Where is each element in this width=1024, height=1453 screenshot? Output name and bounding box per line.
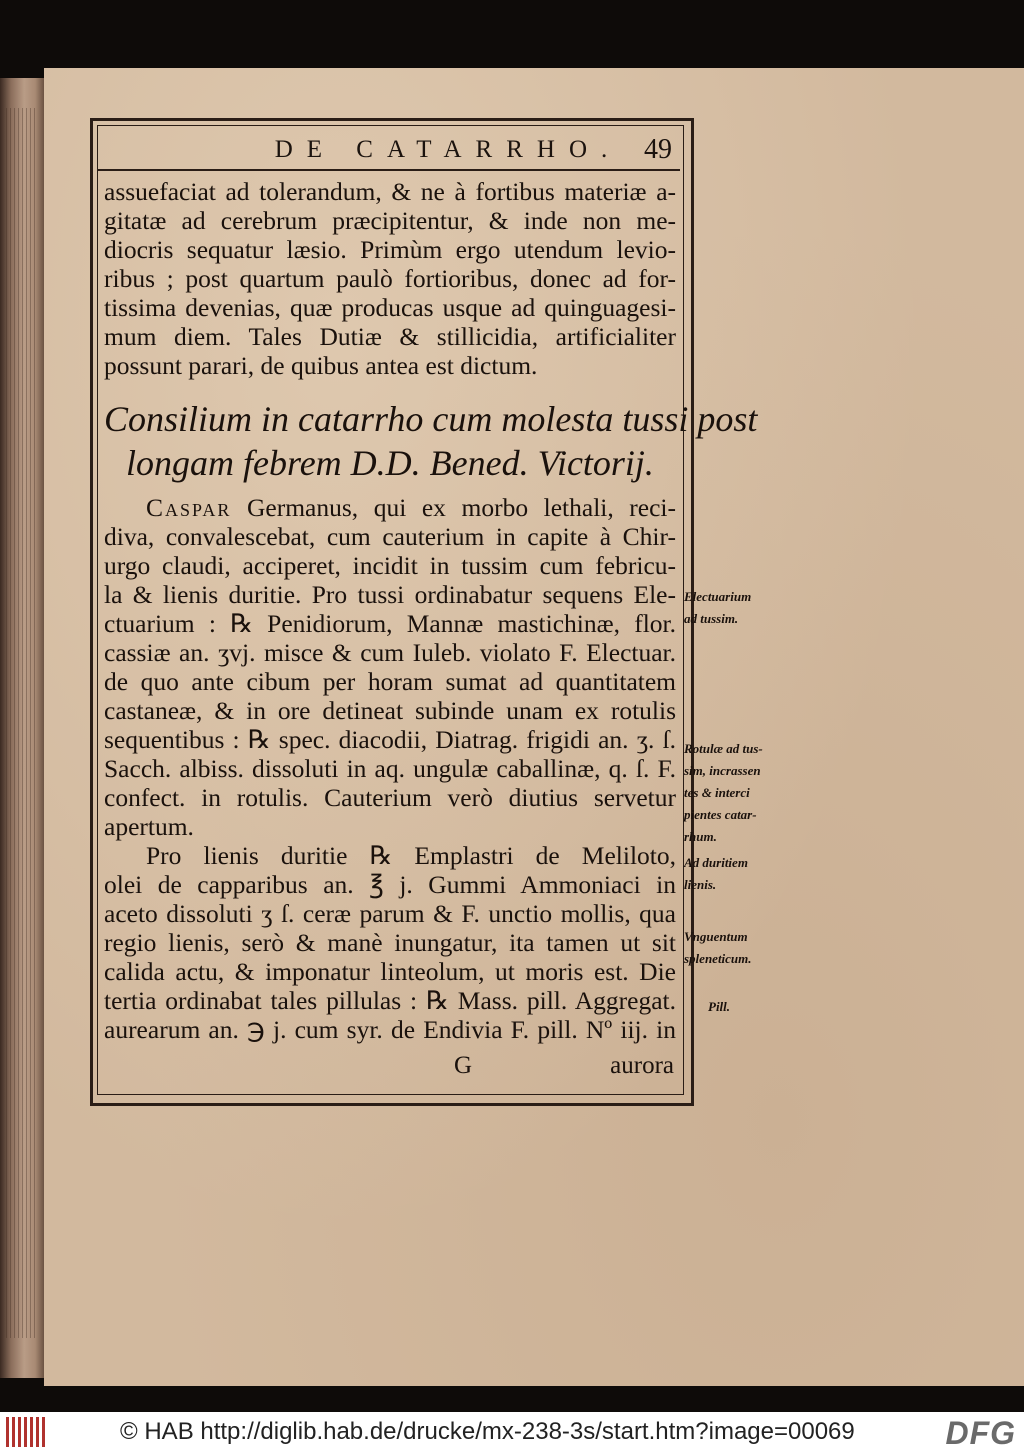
margin-note-line: ad tussim. [684,611,739,626]
margin-note-pill [708,996,818,1018]
book-page-edges [0,78,44,1378]
signature-line [104,1050,676,1084]
margin-note-unguentum [684,926,794,970]
margin-note-line: lienis. [684,877,717,892]
margin-note-duritiem [684,852,794,896]
text-line: ctuarium : ℞ Penidiorum, Mannæ mastichinæ, flor. [104,609,676,638]
text-line: tissima devenias, quæ producas usque ad quinguagesi- [104,293,676,322]
text-line: apertum. [104,812,194,841]
text-line: castaneæ, & in ore detineat subinde unam ex rotulis [104,696,676,725]
margin-note-line: rhum. [684,829,717,844]
text-line: assuefaciat ad tolerandum, & ne à fortibus materiæ a- [104,177,676,206]
text-line: confect. in rotulis. Cauterium verò diutius servetur [104,783,676,812]
section-heading-line: Consilium in catarrho cum molesta tussi post [104,399,758,439]
margin-note-line: pientes catar- [684,807,757,822]
running-head: DE CATARRHO. [274,136,622,163]
text-line: diva, convalescebat, cum cauterium in capite à Chir- [104,522,676,551]
margin-note-line: Pill. [708,999,731,1014]
text-line: regio lienis, serò & manè inungatur, ita tamen ut sit [104,928,676,957]
catchword: aurora [610,1052,674,1079]
margin-note-line: Vnguentum [684,929,748,944]
margin-note-electuarium [684,586,794,630]
page-number: 49 [644,134,672,165]
text-line-rest: Germanus, qui ex morbo lethali, reci- [246,493,677,522]
text-line: Sacch. albiss. dissoluti in aq. ungulæ caballinæ, q. ſ. F. [104,754,676,783]
text-line: olei de capparibus an. ℥ j. Gummi Ammoniaci in [104,870,676,899]
margin-note-line: Ad duritiem [684,855,748,870]
copyright-url-text[interactable]: © HAB http://diglib.hab.de/drucke/mx-238-3s/start.htm?image=00069 [120,1418,855,1445]
margin-note-line: Rotulæ ad tus- [684,741,763,756]
text-line: urgo claudi, acciperet, incidit in tussim cum febricu- [104,551,676,580]
text-line-first [104,492,676,524]
text-line: cassiæ an. ʒvj. misce & cum Iuleb. violato F. Electuar. [104,638,676,667]
text-line: la & lienis duritie. Pro tussi ordinabatur sequens Ele- [104,580,676,609]
dfg-logo: DFG [945,1415,1016,1451]
margin-note-rotulae [684,738,794,848]
page-header [98,134,678,170]
initial-word: Caspar [146,493,232,522]
text-line: aurearum an. ℈ j. cum syr. de Endivia F. pill. Nº iij. in [104,1015,676,1044]
text-line: aceto dissoluti ʒ ſ. ceræ parum & F. unctio mollis, qua [104,899,676,928]
margin-note-line: sim, incrassen [684,763,761,778]
text-line: de quo ante cibum per horam sumat ad quantitatem [104,667,676,696]
footer-bar [0,1412,1024,1453]
text-line: calida actu, & imponatur linteolum, ut moris est. Die [104,957,676,986]
section-heading-line: longam febrem D.D. Bened. Victorij. [126,443,654,483]
margin-note-line: spleneticum. [684,951,752,966]
text-line: gitatæ ad cerebrum præcipitentur, & inde non me- [104,206,676,235]
margin-note-line: Electuarium [684,589,752,604]
text-line: sequentibus : ℞ spec. diacodii, Diatrag. frigidi an. ʒ. ſ. [104,725,676,754]
text-line: tertia ordinabat tales pillulas : ℞ Mass. pill. Aggregat. [104,986,676,1015]
text-line: ribus ; post quartum paulò fortioribus, donec ad for- [104,264,676,293]
text-line: possunt parari, de quibus antea est dictum. [104,351,538,380]
text-line: mum diem. Tales Dutiæ & stillicidia, artificialiter [104,322,676,351]
text-line: diocris sequatur læsio. Primùm ergo utendum levio- [104,235,676,264]
signature-mark: G [454,1052,473,1079]
text-line: Pro lienis duritie ℞ Emplastri de Meliloto, [146,841,676,870]
margin-note-line: tes & interci [684,785,750,800]
barcode-logo-icon [6,1417,46,1447]
